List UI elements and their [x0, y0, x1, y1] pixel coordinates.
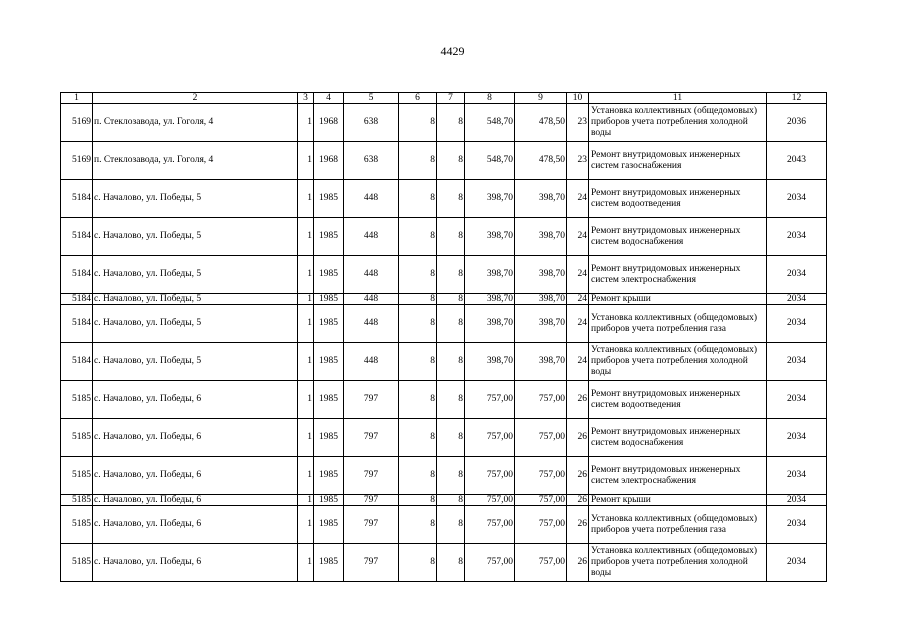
col-header: 11: [589, 93, 767, 104]
record-number-cell: 5184: [61, 180, 93, 218]
column-6-cell: 8: [399, 305, 437, 343]
column-6-cell: 8: [399, 104, 437, 142]
address-cell: п. Стеклозавода, ул. Гоголя, 4: [93, 104, 298, 142]
record-number-cell: 5184: [61, 256, 93, 294]
column-10-cell: 23: [567, 104, 589, 142]
column-7-cell: 8: [437, 506, 465, 544]
column-6-cell: 8: [399, 544, 437, 582]
column-8-cell: 757,00: [465, 495, 515, 506]
planned-year-cell: 2034: [767, 495, 827, 506]
column-10-cell: 24: [567, 343, 589, 381]
year-built-cell: 1968: [314, 104, 344, 142]
planned-year-cell: 2034: [767, 381, 827, 419]
building-count-cell: 1: [298, 294, 314, 305]
year-built-cell: 1985: [314, 343, 344, 381]
column-8-cell: 398,70: [465, 180, 515, 218]
work-type-cell: Установка коллективных (общедомовых) приборов учета потребления холодной воды: [589, 544, 767, 582]
address-cell: с. Началово, ул. Победы, 5: [93, 218, 298, 256]
column-6-cell: 8: [399, 180, 437, 218]
col-header: 7: [437, 93, 465, 104]
address-cell: с. Началово, ул. Победы, 6: [93, 544, 298, 582]
table-row: [61, 256, 827, 294]
column-10-cell: 26: [567, 544, 589, 582]
address-cell: с. Началово, ул. Победы, 6: [93, 419, 298, 457]
table-row: [61, 218, 827, 256]
table-row: [61, 180, 827, 218]
column-9-cell: 398,70: [515, 180, 567, 218]
year-built-cell: 1985: [314, 381, 344, 419]
column-6-cell: 8: [399, 419, 437, 457]
column-8-cell: 757,00: [465, 419, 515, 457]
column-9-cell: 757,00: [515, 506, 567, 544]
record-number-cell: 5169: [61, 104, 93, 142]
planned-year-cell: 2034: [767, 180, 827, 218]
column-5-cell: 797: [344, 457, 399, 495]
planned-year-cell: 2034: [767, 457, 827, 495]
column-8-cell: 757,00: [465, 381, 515, 419]
column-6-cell: 8: [399, 218, 437, 256]
building-count-cell: 1: [298, 218, 314, 256]
column-8-cell: 398,70: [465, 305, 515, 343]
address-cell: с. Началово, ул. Победы, 5: [93, 294, 298, 305]
column-9-cell: 757,00: [515, 544, 567, 582]
planned-year-cell: 2034: [767, 294, 827, 305]
register-table: [60, 92, 827, 582]
address-cell: с. Началово, ул. Победы, 6: [93, 457, 298, 495]
year-built-cell: 1985: [314, 256, 344, 294]
column-8-cell: 757,00: [465, 457, 515, 495]
record-number-cell: 5185: [61, 419, 93, 457]
building-count-cell: 1: [298, 104, 314, 142]
building-count-cell: 1: [298, 142, 314, 180]
address-cell: с. Началово, ул. Победы, 6: [93, 506, 298, 544]
record-number-cell: 5184: [61, 305, 93, 343]
col-header: 10: [567, 93, 589, 104]
column-8-cell: 757,00: [465, 544, 515, 582]
work-type-cell: Ремонт внутридомовых инженерных систем водоснабжения: [589, 419, 767, 457]
year-built-cell: 1985: [314, 218, 344, 256]
table-row: [61, 419, 827, 457]
column-6-cell: 8: [399, 343, 437, 381]
address-cell: п. Стеклозавода, ул. Гоголя, 4: [93, 142, 298, 180]
building-count-cell: 1: [298, 506, 314, 544]
table-row: [61, 294, 827, 305]
column-10-cell: 23: [567, 142, 589, 180]
page-number: 4429: [440, 44, 465, 58]
column-8-cell: 757,00: [465, 506, 515, 544]
column-10-cell: 26: [567, 381, 589, 419]
table-row: [61, 381, 827, 419]
column-5-cell: 797: [344, 506, 399, 544]
column-6-cell: 8: [399, 457, 437, 495]
column-9-cell: 757,00: [515, 495, 567, 506]
building-count-cell: 1: [298, 381, 314, 419]
building-count-cell: 1: [298, 544, 314, 582]
building-count-cell: 1: [298, 343, 314, 381]
column-7-cell: 8: [437, 142, 465, 180]
column-6-cell: 8: [399, 381, 437, 419]
work-type-cell: Ремонт внутридомовых инженерных систем водоотведения: [589, 180, 767, 218]
column-6-cell: 8: [399, 495, 437, 506]
building-count-cell: 1: [298, 457, 314, 495]
column-8-cell: 548,70: [465, 142, 515, 180]
column-7-cell: 8: [437, 294, 465, 305]
planned-year-cell: 2034: [767, 506, 827, 544]
address-cell: с. Началово, ул. Победы, 5: [93, 256, 298, 294]
column-7-cell: 8: [437, 104, 465, 142]
work-type-cell: Ремонт внутридомовых инженерных систем водоснабжения: [589, 218, 767, 256]
column-5-cell: 448: [344, 218, 399, 256]
table-row: [61, 142, 827, 180]
column-7-cell: 8: [437, 256, 465, 294]
column-9-cell: 398,70: [515, 256, 567, 294]
column-7-cell: 8: [437, 305, 465, 343]
column-10-cell: 24: [567, 305, 589, 343]
column-10-cell: 26: [567, 419, 589, 457]
record-number-cell: 5169: [61, 142, 93, 180]
column-6-cell: 8: [399, 142, 437, 180]
record-number-cell: 5185: [61, 457, 93, 495]
planned-year-cell: 2034: [767, 343, 827, 381]
record-number-cell: 5184: [61, 294, 93, 305]
record-number-cell: 5184: [61, 218, 93, 256]
column-10-cell: 24: [567, 180, 589, 218]
table-row: [61, 305, 827, 343]
column-6-cell: 8: [399, 256, 437, 294]
column-9-cell: 478,50: [515, 142, 567, 180]
column-8-cell: 398,70: [465, 294, 515, 305]
column-5-cell: 448: [344, 305, 399, 343]
table-row: [61, 495, 827, 506]
building-count-cell: 1: [298, 495, 314, 506]
col-header: 12: [767, 93, 827, 104]
address-cell: с. Началово, ул. Победы, 6: [93, 381, 298, 419]
column-5-cell: 797: [344, 381, 399, 419]
column-5-cell: 448: [344, 294, 399, 305]
table-row: [61, 457, 827, 495]
col-header: 9: [515, 93, 567, 104]
work-type-cell: Ремонт внутридомовых инженерных систем газоснабжения: [589, 142, 767, 180]
work-type-cell: Установка коллективных (общедомовых) приборов учета потребления холодной воды: [589, 343, 767, 381]
col-header: 3: [298, 93, 314, 104]
address-cell: с. Началово, ул. Победы, 5: [93, 343, 298, 381]
column-6-cell: 8: [399, 294, 437, 305]
table-row: [61, 343, 827, 381]
work-type-cell: Установка коллективных (общедомовых) приборов учета потребления газа: [589, 305, 767, 343]
year-built-cell: 1985: [314, 305, 344, 343]
column-9-cell: 757,00: [515, 419, 567, 457]
year-built-cell: 1985: [314, 457, 344, 495]
col-header: 2: [93, 93, 298, 104]
planned-year-cell: 2034: [767, 256, 827, 294]
record-number-cell: 5185: [61, 495, 93, 506]
address-cell: с. Началово, ул. Победы, 6: [93, 495, 298, 506]
address-cell: с. Началово, ул. Победы, 5: [93, 180, 298, 218]
column-10-cell: 26: [567, 495, 589, 506]
work-type-cell: Ремонт внутридомовых инженерных систем электроснабжения: [589, 256, 767, 294]
column-7-cell: 8: [437, 544, 465, 582]
column-9-cell: 398,70: [515, 218, 567, 256]
planned-year-cell: 2043: [767, 142, 827, 180]
column-10-cell: 24: [567, 294, 589, 305]
work-type-cell: Ремонт внутридомовых инженерных систем электроснабжения: [589, 457, 767, 495]
column-10-cell: 24: [567, 218, 589, 256]
building-count-cell: 1: [298, 305, 314, 343]
column-8-cell: 398,70: [465, 218, 515, 256]
work-type-cell: Ремонт внутридомовых инженерных систем водоотведения: [589, 381, 767, 419]
column-5-cell: 638: [344, 104, 399, 142]
column-10-cell: 26: [567, 506, 589, 544]
col-header: 8: [465, 93, 515, 104]
table-row: [61, 104, 827, 142]
column-8-cell: 398,70: [465, 343, 515, 381]
column-9-cell: 478,50: [515, 104, 567, 142]
building-count-cell: 1: [298, 180, 314, 218]
column-9-cell: 398,70: [515, 305, 567, 343]
column-7-cell: 8: [437, 419, 465, 457]
year-built-cell: 1968: [314, 142, 344, 180]
record-number-cell: 5185: [61, 506, 93, 544]
table-row: [61, 544, 827, 582]
year-built-cell: 1985: [314, 419, 344, 457]
year-built-cell: 1985: [314, 180, 344, 218]
work-type-cell: Ремонт крыши: [589, 495, 767, 506]
col-header: 1: [61, 93, 93, 104]
column-10-cell: 24: [567, 256, 589, 294]
work-type-cell: Установка коллективных (общедомовых) приборов учета потребления холодной воды: [589, 104, 767, 142]
planned-year-cell: 2036: [767, 104, 827, 142]
column-5-cell: 797: [344, 495, 399, 506]
record-number-cell: 5184: [61, 343, 93, 381]
work-type-cell: Установка коллективных (общедомовых) приборов учета потребления газа: [589, 506, 767, 544]
column-5-cell: 448: [344, 343, 399, 381]
column-9-cell: 757,00: [515, 457, 567, 495]
record-number-cell: 5185: [61, 544, 93, 582]
year-built-cell: 1985: [314, 495, 344, 506]
column-10-cell: 26: [567, 457, 589, 495]
year-built-cell: 1985: [314, 294, 344, 305]
column-5-cell: 448: [344, 180, 399, 218]
column-5-cell: 638: [344, 142, 399, 180]
year-built-cell: 1985: [314, 544, 344, 582]
year-built-cell: 1985: [314, 506, 344, 544]
column-8-cell: 398,70: [465, 256, 515, 294]
planned-year-cell: 2034: [767, 419, 827, 457]
column-9-cell: 398,70: [515, 294, 567, 305]
planned-year-cell: 2034: [767, 305, 827, 343]
building-count-cell: 1: [298, 256, 314, 294]
column-5-cell: 797: [344, 419, 399, 457]
column-9-cell: 398,70: [515, 343, 567, 381]
address-cell: с. Началово, ул. Победы, 5: [93, 305, 298, 343]
col-header: 5: [344, 93, 399, 104]
planned-year-cell: 2034: [767, 218, 827, 256]
building-count-cell: 1: [298, 419, 314, 457]
table-row: [61, 506, 827, 544]
table-body: [61, 93, 827, 582]
column-7-cell: 8: [437, 218, 465, 256]
column-6-cell: 8: [399, 506, 437, 544]
column-7-cell: 8: [437, 457, 465, 495]
planned-year-cell: 2034: [767, 544, 827, 582]
col-header: 6: [399, 93, 437, 104]
column-5-cell: 448: [344, 256, 399, 294]
column-7-cell: 8: [437, 343, 465, 381]
column-8-cell: 548,70: [465, 104, 515, 142]
header-row: [61, 93, 827, 104]
column-9-cell: 757,00: [515, 381, 567, 419]
column-5-cell: 797: [344, 544, 399, 582]
record-number-cell: 5185: [61, 381, 93, 419]
col-header: 4: [314, 93, 344, 104]
column-7-cell: 8: [437, 180, 465, 218]
column-7-cell: 8: [437, 495, 465, 506]
column-7-cell: 8: [437, 381, 465, 419]
work-type-cell: Ремонт крыши: [589, 294, 767, 305]
